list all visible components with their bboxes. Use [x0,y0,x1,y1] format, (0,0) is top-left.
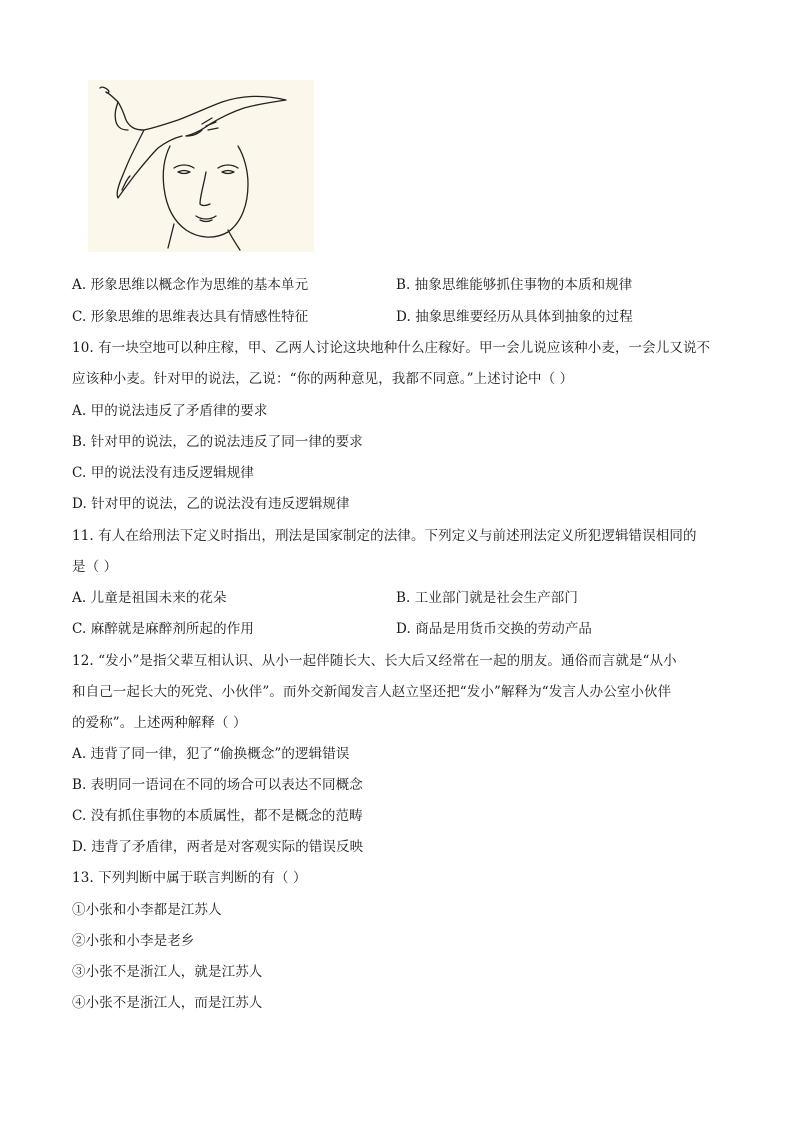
q9-option-c: C. 形象思维的思维表达具有情感性特征 [72,309,309,325]
q10-option-c: C. 甲的说法没有违反逻辑规律 [72,465,254,481]
q10-stem-line2: 应该种小麦。针对甲的说法，乙说：“你的两种意见，我都不同意。”上述讨论中（ ） [72,371,574,387]
q13-item-4: ④小张不是浙江人，而是江苏人 [72,995,263,1011]
q12-option-d: D. 违背了矛盾律，两者是对客观实际的错误反映 [72,839,364,855]
q10-option-d: D. 针对甲的说法，乙的说法没有违反逻辑规律 [72,496,350,512]
line-drawing-dove-and-face [88,80,314,252]
q9-option-d: D. 抽象思维要经历从具体到抽象的过程 [396,309,633,325]
q10-option-a: A. 甲的说法违反了矛盾律的要求 [72,403,268,419]
q13-item-1: ①小张和小李都是江苏人 [72,902,222,918]
q11-stem-line1: 11. 有人在给刑法下定义时指出，刑法是国家制定的法律。下列定义与前述刑法定义所犯逻辑错误相同的 [72,528,697,544]
q12-option-c: C. 没有抓住事物的本质属性，都不是概念的范畴 [72,808,363,824]
q11-stem-line2: 是（ ） [72,559,118,575]
q13-stem: 13. 下列判断中属于联言判断的有（ ） [72,870,307,886]
q13-item-2: ②小张和小李是老乡 [72,933,195,949]
q13-item-3: ③小张不是浙江人，就是江苏人 [72,964,263,980]
q12-stem-line2: 和自己一起长大的死党、小伙伴”。而外交新闻发言人赵立坚还把“发小”解释为“发言人办公室小伙伴 [72,684,672,700]
q9-option-b: B. 抽象思维能够抓住事物的本质和规律 [396,277,633,293]
q10-stem-line1: 10. 有一块空地可以种庄稼，甲、乙两人讨论这块地种什么庄稼好。甲一会儿说应该种小麦，一会儿又说不 [72,340,711,356]
q11-option-c: C. 麻醉就是麻醉剂所起的作用 [72,621,254,637]
q11-option-a: A. 儿童是祖国未来的花朵 [72,590,227,606]
q12-option-b: B. 表明同一语词在不同的场合可以表达不同概念 [72,777,363,793]
q9-option-a: A. 形象思维以概念作为思维的基本单元 [72,277,309,293]
q12-option-a: A. 违背了同一律，犯了“偷换概念”的逻辑错误 [72,746,350,762]
q11-option-d: D. 商品是用货币交换的劳动产品 [396,621,593,637]
q12-stem-line1: 12. “发小”是指父辈互相认识、从小一起伴随长大、长大后又经常在一起的朋友。通俗而言就是“从小 [72,653,677,669]
q11-option-b: B. 工业部门就是社会生产部门 [396,590,579,606]
q12-stem-line3: 的爱称”。上述两种解释（ ） [72,715,247,731]
q10-option-b: B. 针对甲的说法，乙的说法违反了同一律的要求 [72,434,363,450]
